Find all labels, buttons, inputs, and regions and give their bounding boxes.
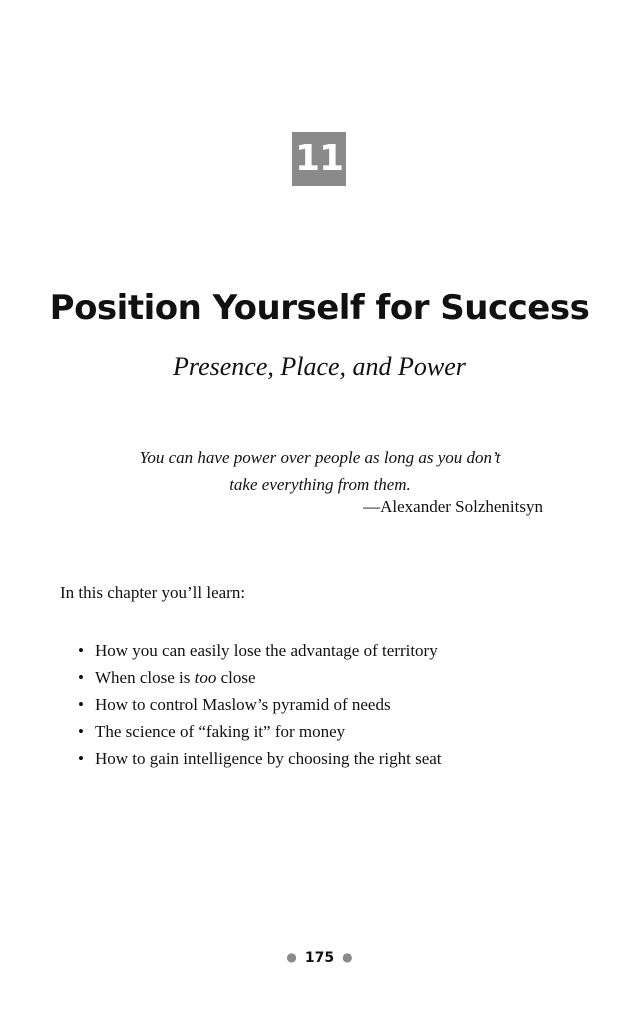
list-item-text: When close is [95, 668, 195, 687]
list-item [78, 691, 442, 718]
bullet-icon: • [78, 722, 84, 741]
list-item [78, 745, 442, 772]
epigraph-quote [100, 444, 540, 498]
bullet-icon: • [78, 668, 84, 687]
epigraph-author: —Alexander Solzhenitsyn [363, 497, 543, 516]
learning-objectives-list [78, 637, 442, 772]
chapter-intro: In this chapter you’ll learn: [60, 583, 246, 602]
chapter-title: Position Yourself for Success [49, 288, 590, 328]
list-item-text: How you can easily lose the advantage of territory [95, 641, 438, 660]
page-footer [0, 950, 639, 966]
bullet-icon: • [78, 641, 84, 660]
list-item-text: close [216, 668, 256, 687]
epigraph-line: You can have power over people as long as you don’t [139, 448, 501, 467]
list-item-text: The science of “faking it” for money [95, 722, 346, 741]
list-item-text: How to control Maslow’s pyramid of needs [95, 695, 391, 714]
chapter-subtitle: Presence, Place, and Power [173, 352, 466, 381]
page-number: 175 [304, 950, 335, 966]
bullet-icon: • [78, 695, 84, 714]
bullet-icon: • [78, 749, 84, 768]
list-item [78, 718, 442, 745]
dot-icon: ● [286, 950, 297, 964]
chapter-number-badge: 11 [292, 132, 346, 186]
dot-icon: ● [342, 950, 353, 964]
list-item-emphasis: too [194, 668, 217, 687]
epigraph-line: take everything from them. [229, 475, 411, 494]
list-item [78, 637, 442, 664]
list-item [78, 664, 442, 691]
list-item-text: How to gain intelligence by choosing the right seat [95, 749, 442, 768]
